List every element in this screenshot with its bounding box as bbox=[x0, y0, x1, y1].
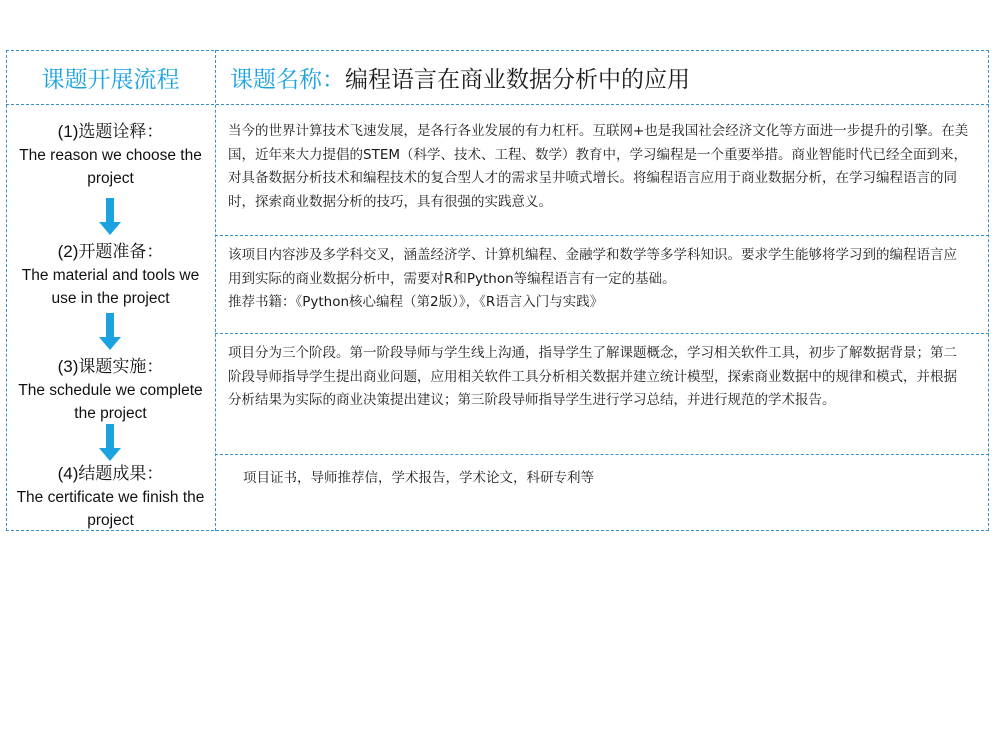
step-reason bbox=[8, 120, 213, 190]
step-subtitle: The schedule we complete the project bbox=[18, 382, 203, 422]
down-arrow-icon bbox=[99, 313, 121, 351]
down-arrow-icon bbox=[99, 198, 121, 236]
step-subtitle: The certificate we finish the project bbox=[16, 489, 205, 529]
row-divider-3 bbox=[215, 454, 989, 455]
step-title: (2)开题准备： bbox=[57, 242, 164, 261]
books-text: 推荐书籍：《Python核心编程（第2版）》，《R语言入门与实践》 bbox=[228, 294, 604, 310]
down-arrow-icon bbox=[99, 424, 121, 462]
preparation-text: 该项目内容涉及多学科交叉，涵盖经济学、计算机编程、金融学和数学等多学科知识。要求学生能够将学习到的编程语言应用到实际的商业数据分析中，需要对R和Python等编程语言有一定的基础。 bbox=[228, 247, 957, 287]
results-text-cell bbox=[243, 467, 985, 491]
step-title: (3)课题实施： bbox=[57, 357, 164, 376]
header-divider bbox=[6, 104, 989, 105]
step-preparation bbox=[8, 240, 213, 310]
step-title: (4)结题成果： bbox=[57, 464, 164, 483]
topic-label: 课题名称： bbox=[230, 66, 345, 93]
topic-heading bbox=[230, 50, 690, 104]
step-implementation bbox=[8, 355, 213, 425]
step-title: (1)选题诠释： bbox=[57, 122, 164, 141]
row-divider-2 bbox=[215, 333, 989, 334]
schedule-text: 项目分为三个阶段。第一阶段导师与学生线上沟通，指导学生了解课题概念，学习相关软件工具，初步了解数据背景；第二阶段导师指导学生提出商业问题，应用相关软件工具分析相关数据并建立统计模型，探索商业数据中的规律和模式，并根据分析结果为实际的商业决策提出建议；第三阶段导师指导学生进行学习总结，并进行规范的学术报告。 bbox=[228, 345, 957, 408]
step-subtitle: The reason we choose the project bbox=[19, 147, 202, 187]
step-results bbox=[8, 462, 213, 532]
process-heading: 课题开展流程 bbox=[41, 66, 180, 93]
schedule-text-cell bbox=[228, 342, 970, 413]
row-divider-1 bbox=[215, 235, 989, 236]
preparation-text-cell bbox=[228, 244, 970, 315]
step-subtitle: The material and tools we use in the project bbox=[21, 267, 200, 307]
reason-text-cell bbox=[228, 120, 970, 214]
results-text: 项目证书，导师推荐信，学术报告，学术论文，科研专利等 bbox=[243, 470, 594, 486]
column-divider bbox=[215, 50, 216, 531]
reason-text: 当今的世界计算技术飞速发展，是各行各业发展的有力杠杆。互联网+也是我国社会经济文化等方面进一步提升的引擎。在美国，近年来大力提倡的STEM（科学、技术、工程、数学）教育中，学习编程是一个重要举措。商业智能时代已经全面到来，对具备数据分析技术和编程技术的复合型人才的需求呈井喷式增长。将编程语言应用于商业数据分析，在学习编程语言的同时，探索商业数据分析的技巧，具有很强的实践意义。 bbox=[228, 123, 969, 210]
topic-title: 编程语言在商业数据分析中的应用 bbox=[345, 66, 690, 93]
